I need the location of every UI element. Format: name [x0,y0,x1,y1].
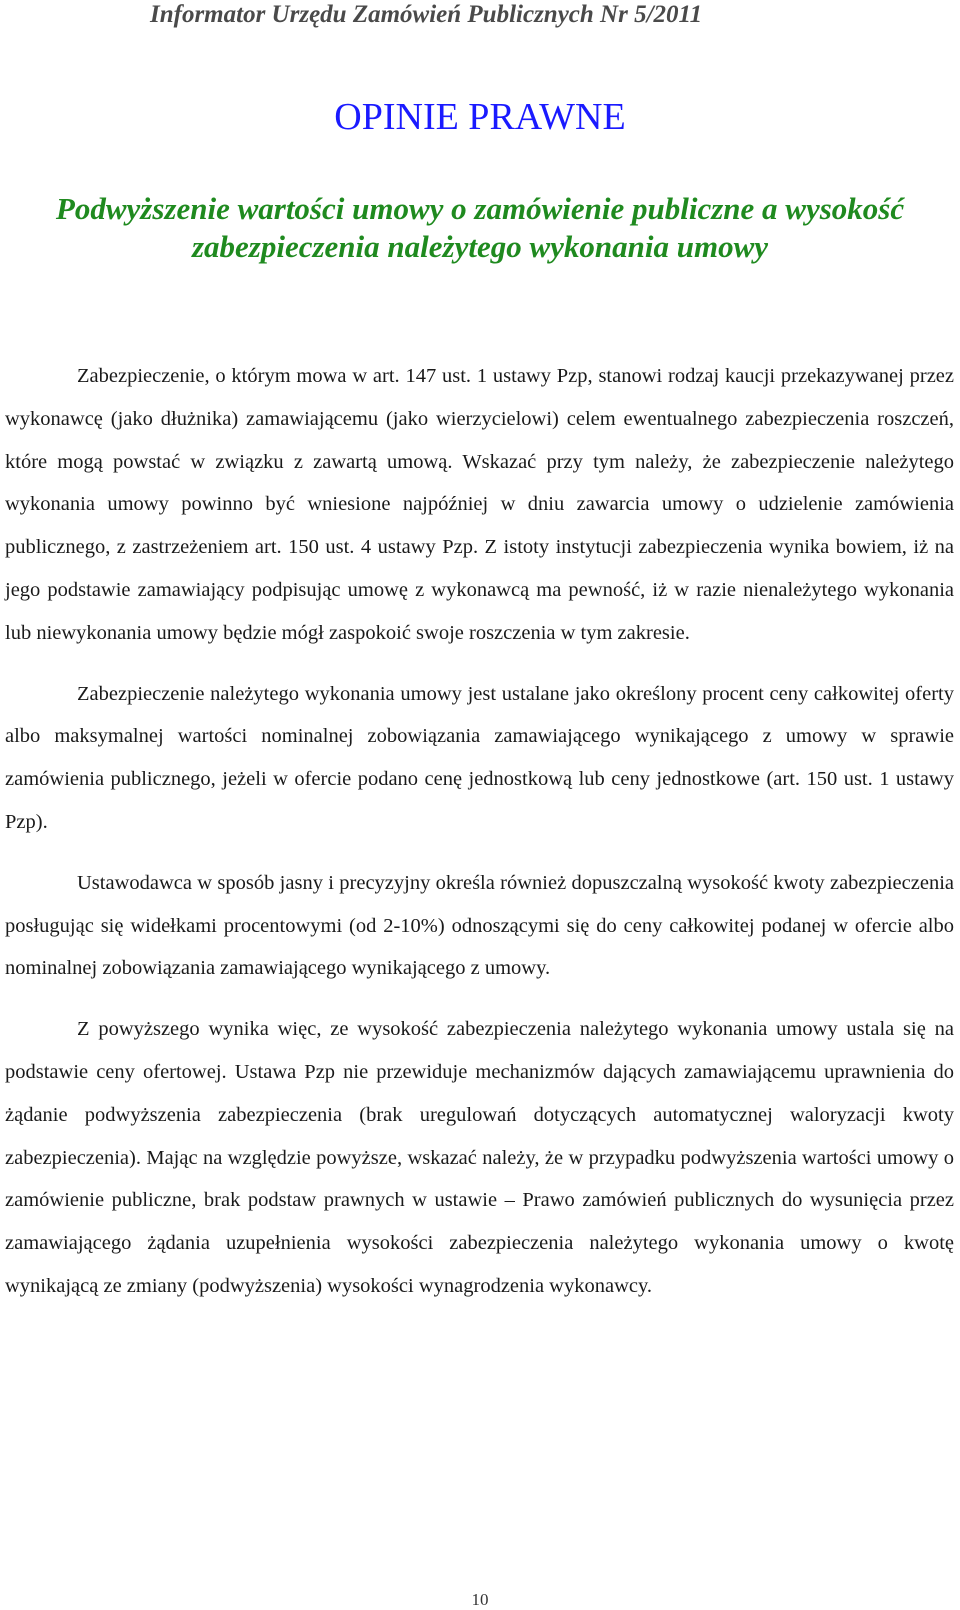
article-body [5,355,954,1308]
running-header: Informator Urzędu Zamówień Publicznych Nr 5/2011 [150,1,703,28]
article-title-line-2: zabezpieczenia należytego wykonania umowy [191,229,769,264]
article-title-line-1: Podwyższenie wartości umowy o zamówienie publiczne a wysokość [55,191,905,226]
article-title [0,190,960,266]
body-paragraph-2: Zabezpieczenie należytego wykonania umowy jest ustalane jako określony procent ceny całkowitej oferty albo maksymalnej wartości nominalnej zobowiązania zamawiającego wynikającego z umowy w sprawie zamówienia publicznego, jeżeli w ofercie podano cenę jednostkową lub ceny jednostkowe (art. 150 ust. 1 ustawy Pzp). [5,682,954,833]
body-paragraph-1: Zabezpieczenie, o którym mowa w art. 147 ust. 1 ustawy Pzp, stanowi rodzaj kaucji przekazywanej przez wykonawcę (jako dłużnika) zamawiającemu (jako wierzycielowi) celem ewentualnego zabezpieczenia roszczeń, które mogą powstać w związku z zawartą umową. Wskazać przy tym należy, że zabezpieczenie należytego wykonania umowy powinno być wniesione najpóźniej w dniu zawarcia umowy o udzielenie zamówienia publicznego, z zastrzeżeniem art. 150 ust. 4 ustawy Pzp. Z istoty instytucji zabezpieczenia wynika bowiem, iż na jego podstawie zamawiający podpisując umowę z wykonawcą ma pewność, iż w razie nienależytego wykonania lub niewykonania umowy będzie mógł zaspokoić swoje roszczenia w tym zakresie. [5,365,954,644]
page-number: 10 [471,1590,489,1609]
body-paragraph-4: Z powyższego wynika więc, ze wysokość zabezpieczenia należytego wykonania umowy ustala się na podstawie ceny ofertowej. Ustawa Pzp nie przewiduje mechanizmów dających zamawiającemu uprawnienia do żądanie podwyższenia zabezpieczenia (brak uregulowań dotyczących automatycznej waloryzacji kwoty zabezpieczenia). Mając na względzie powyższe, wskazać należy, że w przypadku podwyższenia wartości umowy o zamówienie publiczne, brak podstaw prawnych w ustawie – Prawo zamówień publicznych do wysunięcia przez zamawiającego żądania uzupełnienia wysokości zabezpieczenia należytego wykonania umowy o kwotę wynikającą ze zmiany (podwyższenia) wysokości wynagrodzenia wykonawcy. [5,1018,954,1297]
section-title: OPINIE PRAWNE [334,96,626,138]
body-paragraph-3: Ustawodawca w sposób jasny i precyzyjny określa również dopuszczalną wysokość kwoty zabezpieczenia posługując się widełkami procentowymi (od 2-10%) odnoszącymi się do ceny całkowitej podanej w ofercie albo nominalnej zobowiązania zamawiającego wynikającego z umowy. [5,871,954,980]
